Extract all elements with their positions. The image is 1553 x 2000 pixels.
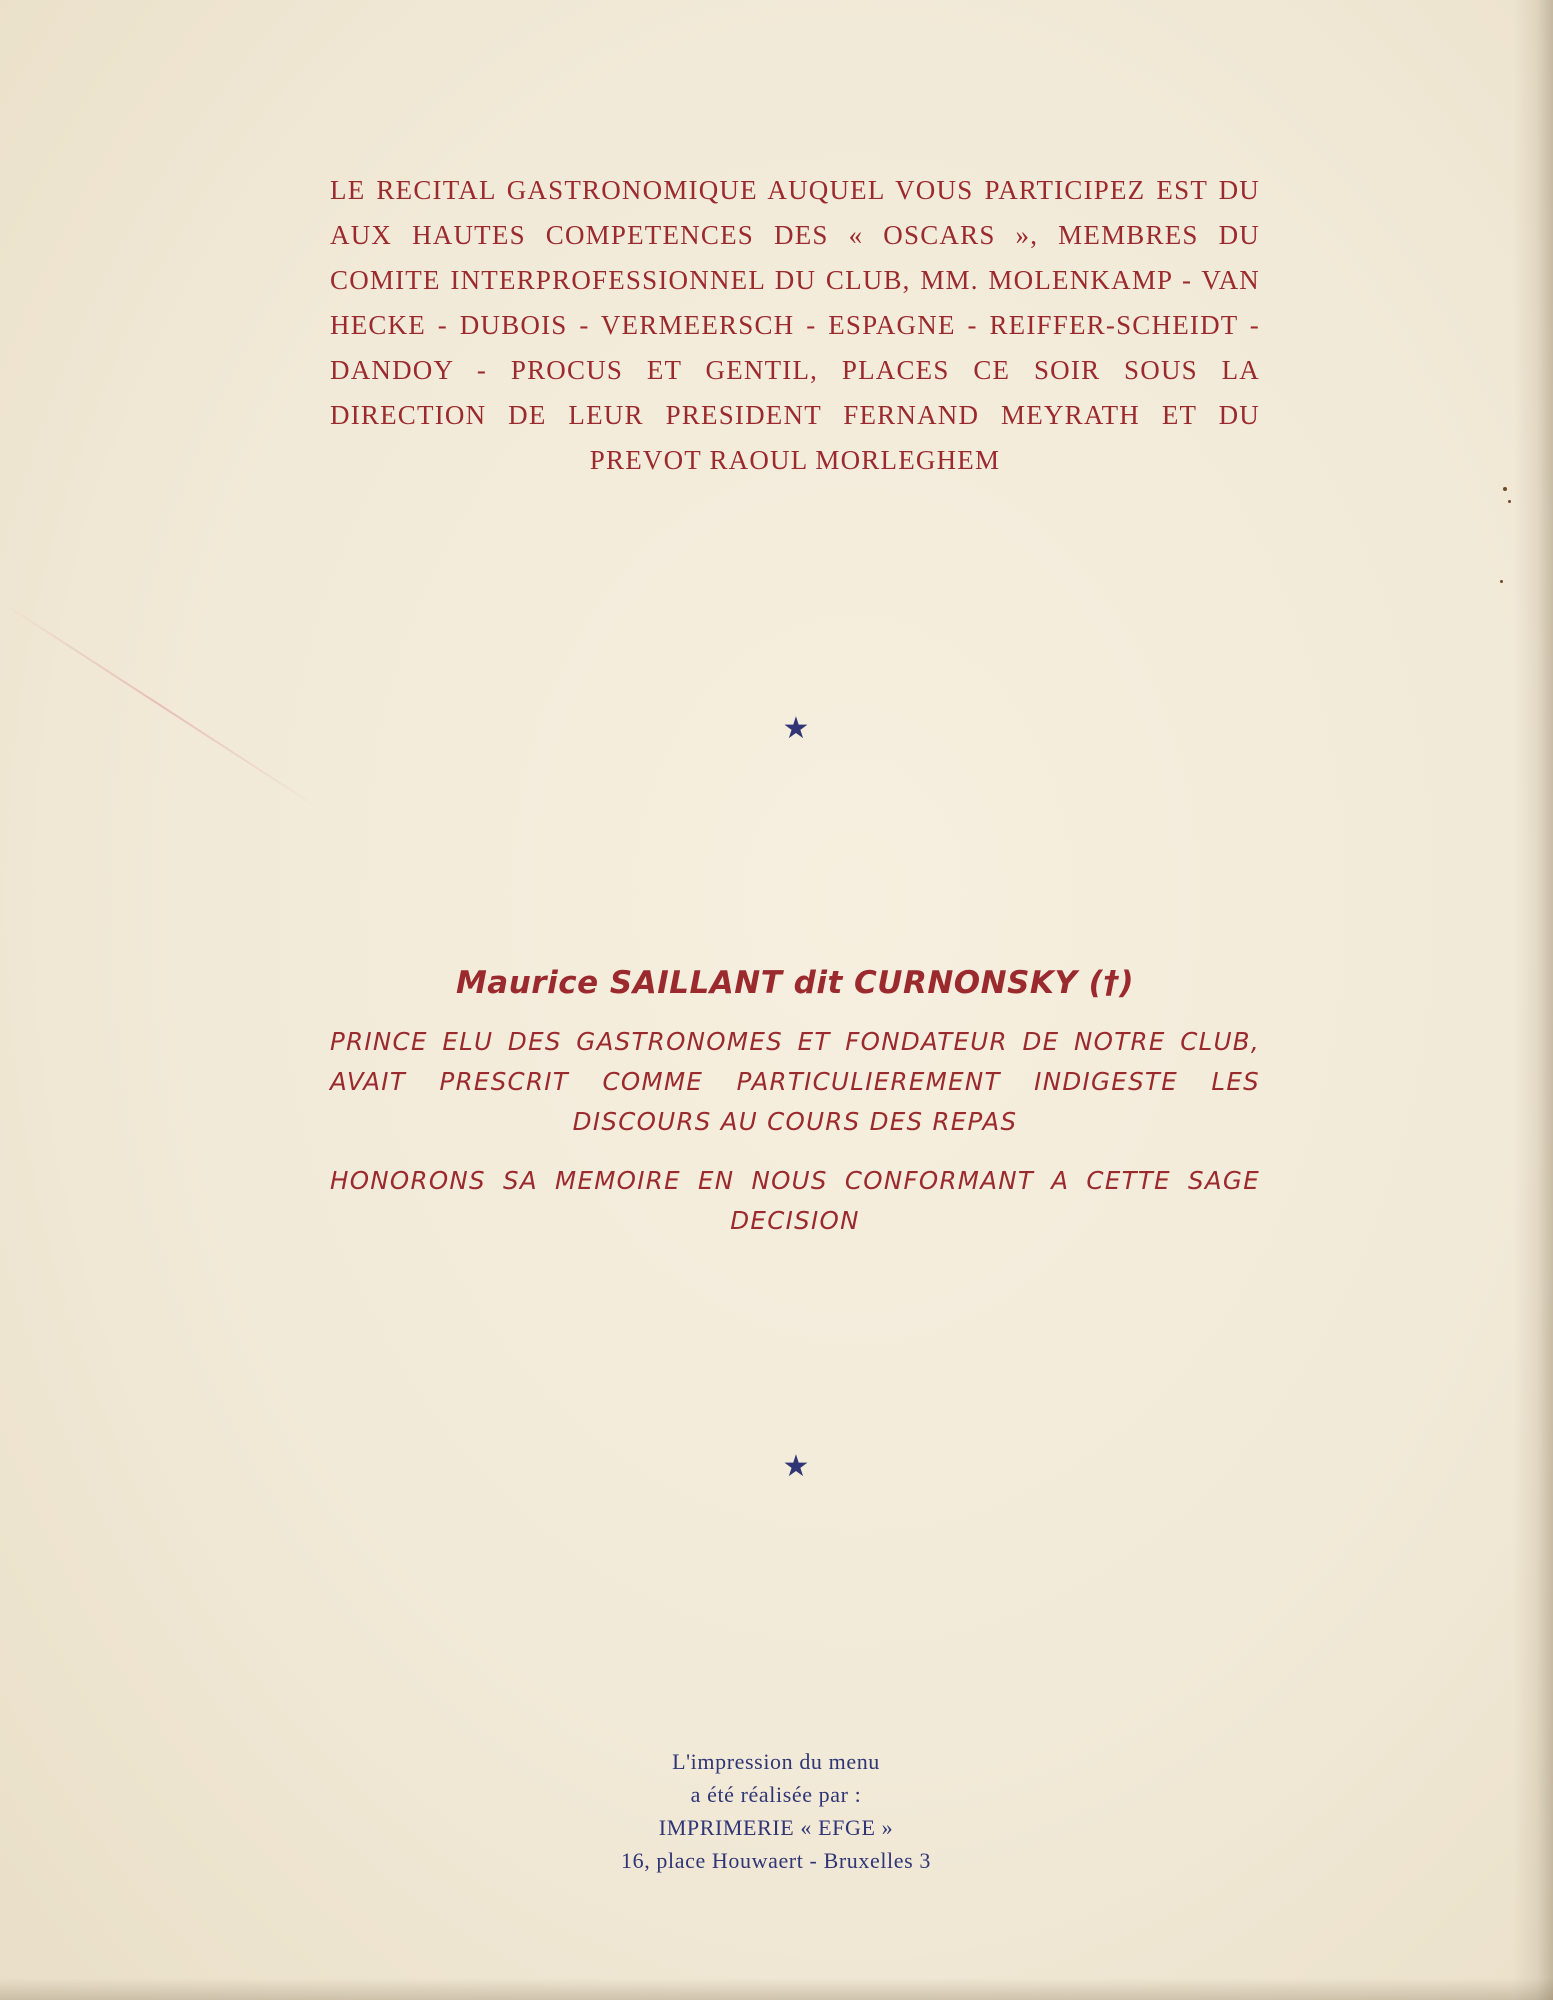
- colophon-line: a été réalisée par :: [690, 1782, 862, 1807]
- paper-edge-shadow: [1513, 0, 1553, 2000]
- paper-speck: [1508, 500, 1511, 503]
- colophon-line: L'impression du menu: [672, 1749, 880, 1774]
- paper-bottom-shadow: [0, 1978, 1553, 2000]
- intro-paragraph: LE RECITAL GASTRONOMIQUE AUQUEL VOUS PARTICIPEZ EST DU AUX HAUTES COMPETENCES DES « OSCARS », MEMBRES DU COMITE INTERPROFESSIONNEL DU CLUB, MM. MOLENKAMP - VAN HECKE - DUBOIS - VERMEERSCH - ESPAGNE - REIFFER-SCHEIDT - DANDOY - PROCUS ET GENTIL, PLACES CE SOIR SOUS LA DIRECTION DE LEUR PRESIDENT FERNAND MEYRATH ET DU PREVOT RAOUL MORLEGHEM: [330, 175, 1260, 475]
- tribute-paragraph: PRINCE ELU DES GASTRONOMES ET FONDATEUR DE NOTRE CLUB, AVAIT PRESCRIT COMME PARTICULIEREMENT INDIGESTE LES DISCOURS AU COURS DES REPAS: [330, 1027, 1260, 1136]
- star-icon: ★: [782, 1449, 810, 1484]
- paper-speck: [1500, 580, 1503, 583]
- tribute-name: Maurice SAILLANT dit CURNONSKY (†): [455, 965, 1135, 1001]
- printer-colophon: [476, 1745, 1076, 1877]
- star-icon: ★: [782, 711, 810, 746]
- tribute-closing: HONORONS SA MEMOIRE EN NOUS CONFORMANT A CETTE SAGE DECISION: [330, 1166, 1260, 1235]
- colophon-printer-name: IMPRIMERIE « EFGE »: [658, 1815, 894, 1840]
- colophon-address: 16, place Houwaert - Bruxelles 3: [621, 1848, 931, 1873]
- paper-speck: [1503, 487, 1507, 491]
